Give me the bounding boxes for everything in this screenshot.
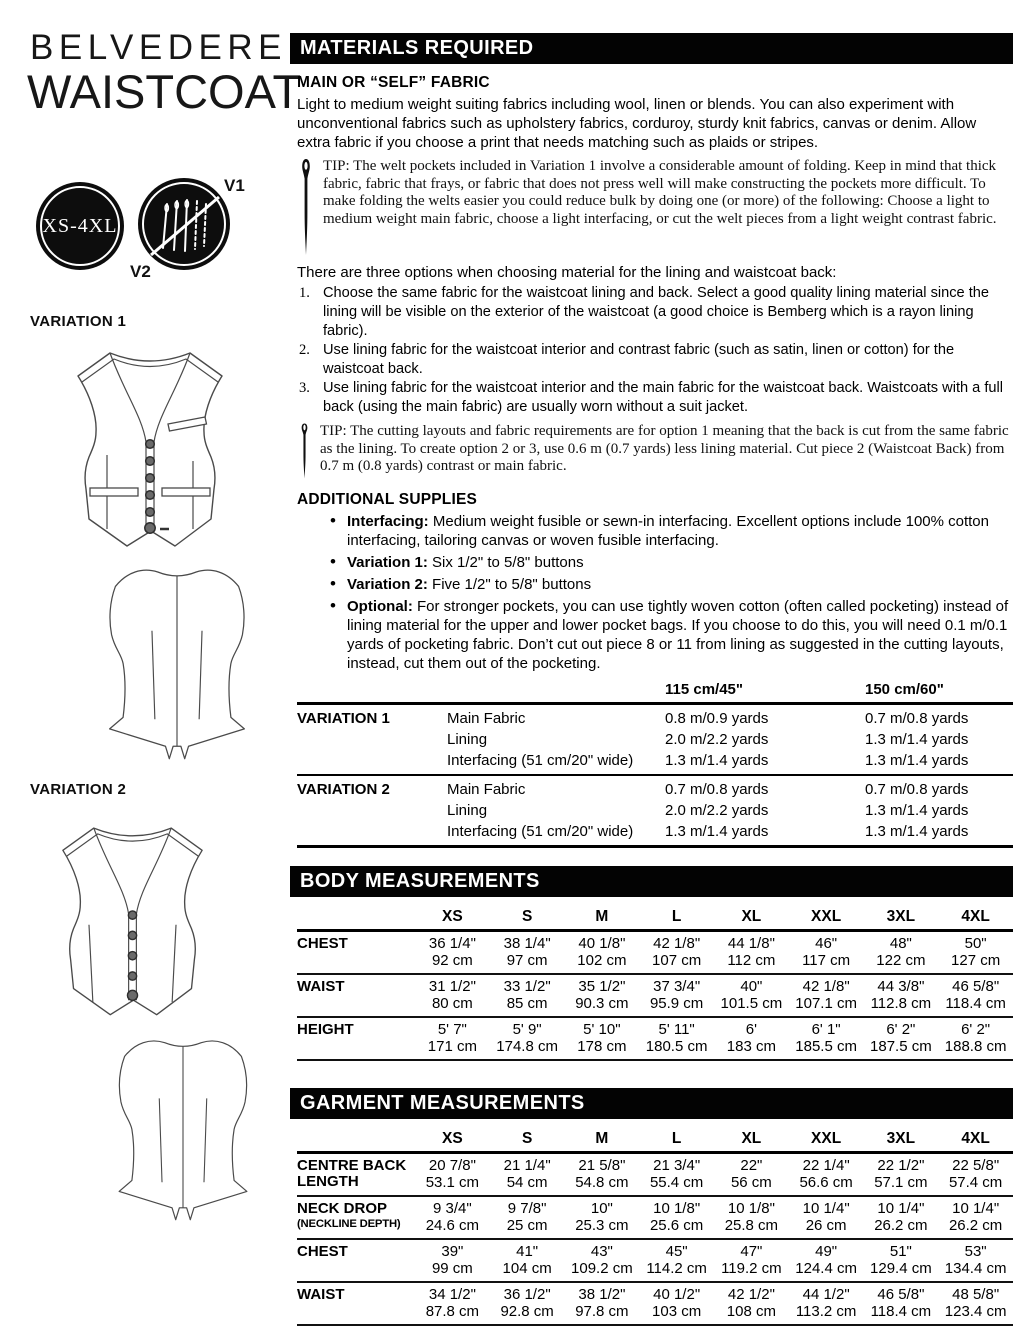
- measurement-row: NECK DROP (NECKLINE DEPTH) 9 3/4" 24.6 cm 9 7/8" 25 cm 10" 25.3 cm 10 1/8" 25.6 cm 10 1/8" 25.8 cm 10 1/4" 26 cm 10 1/4" 26.2 cm 10 1/4" 26.2 cm: [297, 1196, 1013, 1239]
- item-label: Interfacing:: [347, 513, 429, 530]
- table-row: Lining 2.0 m/2.2 yards 1.3 m/1.4 yards: [447, 731, 969, 748]
- measurement-row: HEIGHT 5' 7" 171 cm 5' 9" 174.8 cm 5' 10" 178 cm 5' 11" 180.5 cm 6' 183 cm 6' 1" 185.5 cm 6' 2" 187.5 cm 6' 2" 188.8 cm: [297, 1017, 1013, 1060]
- variation-1-label: VARIATION 1: [30, 313, 127, 330]
- tip-1: [300, 158, 1013, 256]
- size-range-label: XS-4XL: [42, 214, 118, 237]
- item-label: Variation 1:: [347, 554, 428, 571]
- garment-measurements-header: GARMENT MEASUREMENTS: [290, 1088, 1013, 1119]
- size-col: 4XL: [938, 906, 1013, 931]
- row-label-line2: LENGTH: [297, 1173, 359, 1190]
- item-text: Medium weight fusible or sewn-in interfacing. Excellent options include 100% cotton interfacing, tailoring canvas or woven fusible interfacing.: [347, 513, 989, 549]
- variation-2-front-illustration: [30, 812, 235, 1024]
- main-fabric-heading: MAIN OR “SELF” FABRIC: [297, 74, 490, 91]
- tip-2-text: TIP: The cutting layouts and fabric requirements are for option 1 meaning that the back is cut from the same fabric as the lining. To create option 2 or 3, use 0.6 m (0.7 yards) less lining material. Cut piece 2 (Waistcoat Back) from 0.7 m (0.8 yards) contrast or main fabric.: [320, 423, 1009, 474]
- row-label: NECK DROP: [297, 1200, 388, 1217]
- main-fabric-text: Light to medium weight suiting fabrics including wool, linen or blends. You can also experiment with unconventional fabrics such as upholstery fabrics, corduroy, sturdy knit fabrics, canvas or denim. Allow extra fabric if you choose a print that needs matching such as plaids or stripes.: [297, 96, 977, 151]
- measurement-row: CHEST 36 1/4" 92 cm 38 1/4" 97 cm 40 1/8" 102 cm 42 1/8" 107 cm 44 1/8" 112 cm 46" 117 cm 48" 122 cm 50" 127 cm: [297, 931, 1013, 975]
- needle-icon: [300, 158, 312, 256]
- size-range-badge: [36, 182, 124, 270]
- item-number: 2.: [299, 342, 310, 358]
- size-col: XS: [415, 906, 490, 931]
- needles-badge: [138, 178, 230, 270]
- item-label: Variation 2:: [347, 576, 428, 593]
- needle-icon: [300, 423, 309, 479]
- row-label: HEIGHT: [297, 1017, 415, 1060]
- row-label: CENTRE BACK: [297, 1157, 407, 1174]
- needles-badge-v2-label: V2: [130, 262, 151, 281]
- size-col: XXL: [789, 906, 864, 931]
- item-text: Use lining fabric for the waistcoat interior and the main fabric for the waistcoat back. Waistcoats with a full back (using the main fabric) are usually worn without a suit jacket.: [323, 380, 1003, 415]
- fabric-requirements-table: [297, 679, 1013, 848]
- item-text: Use lining fabric for the waistcoat interior and contrast fabric (such as satin, linen or cotton) for the waistcoat back.: [323, 342, 955, 377]
- size-col: XL: [714, 906, 789, 931]
- tip-1-text: TIP: The welt pockets included in Variation 1 involve a considerable amount of folding. Keep in mind that thick fabric, fabric that frays, or fabric that does not press well will make constructing the pockets more difficult. To make folding the welts easier you could reduce bulk by doing one (or more) of the following: Choose a light to medium weight main fabric, choose a light interfacing, or cut the welt pieces from a light weight contrast fabric.: [323, 158, 997, 227]
- size-col: L: [639, 1128, 714, 1153]
- size-header-row: [297, 1128, 1013, 1153]
- item-label: Optional:: [347, 598, 413, 615]
- list-item: [330, 512, 1013, 550]
- size-col: 3XL: [864, 906, 939, 931]
- measurement-row: WAIST 34 1/2" 87.8 cm 36 1/2" 92.8 cm 38 1/2" 97.8 cm 40 1/2" 103 cm 42 1/2" 108 cm 44 1/2" 113.2 cm 46 5/8" 118.4 cm 48 5/8" 123.4 cm: [297, 1282, 1013, 1325]
- item-text: Five 1/2" to 5/8" buttons: [427, 576, 592, 593]
- variation-2-back-illustration: [110, 1030, 256, 1226]
- group-name: VARIATION 1: [297, 710, 390, 727]
- list-item: [297, 341, 1013, 379]
- size-col: M: [565, 1128, 640, 1153]
- list-item: [330, 553, 1013, 572]
- needles-badge-v1-label: V1: [224, 176, 245, 195]
- row-label: CHEST: [297, 1239, 415, 1282]
- size-col: M: [565, 906, 640, 931]
- row-label-line2: (NECKLINE DEPTH): [297, 1218, 401, 1230]
- variation-1-back-illustration: [100, 562, 254, 762]
- size-header-row: [297, 906, 1013, 931]
- width-header-115: 115 cm/45": [665, 679, 865, 704]
- needles-icon: [138, 178, 230, 270]
- item-number: 3.: [299, 380, 310, 396]
- pattern-title-line2: WAISTCOAT: [27, 65, 302, 118]
- lining-options-list: [297, 284, 1013, 417]
- table-header-row: [297, 679, 1013, 704]
- size-col: S: [490, 906, 565, 931]
- additional-supplies-heading: ADDITIONAL SUPPLIES: [297, 491, 478, 508]
- measurement-row: CENTRE BACK LENGTH 20 7/8" 53.1 cm 21 1/4" 54 cm 21 5/8" 54.8 cm 21 3/4" 55.4 cm 22" 56 cm 22 1/4" 56.6 cm 22 1/2" 57.1 cm 22 5/8" 57.4 cm: [297, 1153, 1013, 1197]
- body-measurements-header: BODY MEASUREMENTS: [290, 866, 1013, 897]
- materials-required-header: MATERIALS REQUIRED: [290, 33, 1013, 64]
- table-row: Interfacing (51 cm/20" wide) 1.3 m/1.4 yards 1.3 m/1.4 yards: [297, 821, 1013, 847]
- list-item: [297, 379, 1013, 417]
- item-number: 1.: [299, 285, 310, 301]
- measurement-row: WAIST 31 1/2" 80 cm 33 1/2" 85 cm 35 1/2" 90.3 cm 37 3/4" 95.9 cm 40" 101.5 cm 42 1/8" 107.1 cm 44 3/8" 112.8 cm 46 5/8" 118.4 cm: [297, 974, 1013, 1017]
- size-col: XS: [415, 1128, 490, 1153]
- row-label: WAIST: [297, 974, 415, 1017]
- body-measurements-table: [297, 906, 1013, 1061]
- tip-2: [300, 423, 1013, 479]
- table-row: VARIATION 1 Main Fabric 0.8 m/0.9 yards 0.7 m/0.8 yards: [297, 704, 1013, 730]
- row-label: WAIST: [297, 1282, 415, 1325]
- item-text: For stronger pockets, you can use tightly woven cotton (often called pocketing) instead of lining material for the upper and lower pocket bags. If you choose to do this, you will need 0.1 m/0.1 yards of pocketing fabric. Don’t cut out piece 8 or 11 from lining as suggested in the cutting layouts, instead, cut them out of the pocketing.: [347, 598, 1009, 672]
- left-column: [27, 26, 302, 1266]
- size-col: S: [490, 1128, 565, 1153]
- list-item: [330, 575, 1013, 594]
- table-row: Lining 2.0 m/2.2 yards 1.3 m/1.4 yards: [447, 802, 969, 819]
- table-row: VARIATION 2 Main Fabric 0.7 m/0.8 yards 0.7 m/0.8 yards: [297, 775, 1013, 800]
- size-col: XL: [714, 1128, 789, 1153]
- right-column: [290, 33, 1013, 1326]
- variation-2-label: VARIATION 2: [30, 781, 127, 798]
- additional-supplies-list: [330, 512, 1013, 673]
- lining-options-intro: There are three options when choosing material for the lining and waistcoat back:: [297, 264, 837, 281]
- width-header-150: 150 cm/60": [865, 679, 1013, 704]
- garment-measurements-table: [297, 1128, 1013, 1326]
- pattern-title-line1: BELVEDERE: [30, 28, 287, 67]
- row-label: CHEST: [297, 931, 415, 975]
- size-col: XXL: [789, 1128, 864, 1153]
- item-text: Choose the same fabric for the waistcoat lining and back. Select a good quality lining material since the lining will be visible on the exterior of the waistcoat (a good choice is Bemberg which is a rayon lining fabric).: [323, 285, 990, 339]
- group-name: VARIATION 2: [297, 781, 390, 798]
- size-col: 3XL: [864, 1128, 939, 1153]
- item-text: Six 1/2" to 5/8" buttons: [427, 554, 584, 571]
- table-row: Interfacing (51 cm/20" wide) 1.3 m/1.4 yards 1.3 m/1.4 yards: [297, 750, 1013, 775]
- size-col: 4XL: [938, 1128, 1013, 1153]
- list-item: [330, 597, 1013, 673]
- measurement-row: CHEST 39" 99 cm 41" 104 cm 43" 109.2 cm 45" 114.2 cm 47" 119.2 cm 49" 124.4 cm 51" 129.4 cm 53" 134.4 cm: [297, 1239, 1013, 1282]
- list-item: [297, 284, 1013, 341]
- size-col: L: [639, 906, 714, 931]
- variation-1-front-illustration: [44, 340, 256, 552]
